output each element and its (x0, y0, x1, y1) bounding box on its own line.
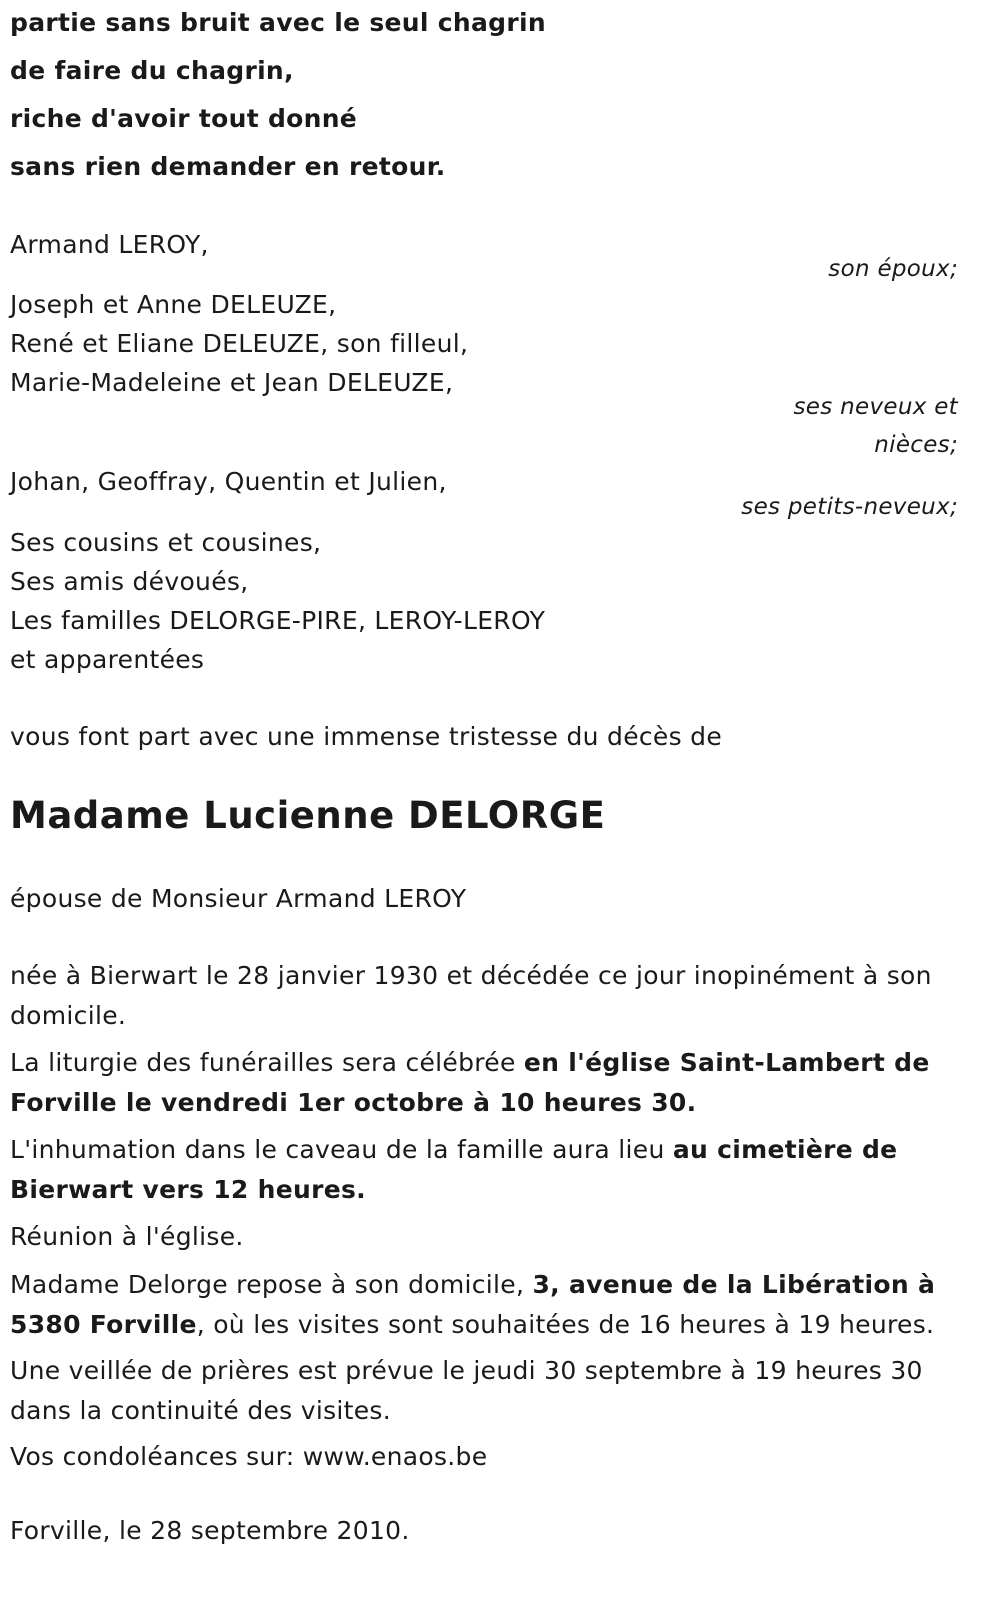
spouse-line: épouse de Monsieur Armand LEROY (10, 884, 467, 913)
rest-text-after: , où les visites sont souhaitées de 16 heures à 19 heures. (196, 1310, 935, 1339)
nephew-line-2: René et Eliane DELEUZE, son filleul, (10, 329, 469, 358)
burial-bold: au cimetière de Bierwart vers 12 heures. (10, 1135, 898, 1204)
grand-nephews-role: ses petits-neveux; (741, 494, 958, 520)
burial-text: L'inhumation dans le caveau de la famille aura lieu (10, 1135, 673, 1164)
liturgy-text: La liturgie des funérailles sera célébrée (10, 1048, 524, 1077)
poem-line-4: sans rien demander en retour. (10, 152, 446, 181)
deceased-name: Madame Lucienne DELORGE (10, 794, 606, 837)
announcement: vous font part avec une immense tristesse du décès de (10, 722, 723, 751)
others-line-2: Ses amis dévoués, (10, 567, 249, 596)
place-date: Forville, le 28 septembre 2010. (10, 1516, 410, 1545)
spouse-role: son époux; (828, 256, 958, 282)
vigil-paragraph: Une veillée de prières est prévue le jeudi 30 septembre à 19 heures 30 dans la continuité des visites. (10, 1356, 923, 1425)
nephew-line-1: Joseph et Anne DELEUZE, (10, 290, 337, 319)
poem-line-1: partie sans bruit avec le seul chagrin (10, 8, 546, 37)
birth-death-paragraph: née à Bierwart le 28 janvier 1930 et décédée ce jour inopinément à son domicile. (10, 961, 932, 1030)
condolences-line: Vos condoléances sur: www.enaos.be (10, 1442, 488, 1471)
liturgy-paragraph (10, 1043, 970, 1123)
poem-line-3: riche d'avoir tout donné (10, 104, 358, 133)
rest-paragraph (10, 1265, 970, 1345)
liturgy-bold: en l'église Saint-Lambert de Forville le vendredi 1er octobre à 10 heures 30. (10, 1048, 930, 1117)
burial-paragraph (10, 1130, 970, 1210)
rest-address: 3, avenue de la Libération à 5380 Forville (10, 1270, 936, 1339)
nephews-role-line-1: ses neveux et (793, 394, 958, 420)
others-line-4: et apparentées (10, 645, 205, 674)
spouse-name: Armand LEROY, (10, 230, 209, 259)
others-line-3: Les familles DELORGE-PIRE, LEROY-LEROY (10, 606, 546, 635)
reunion-paragraph: Réunion à l'église. (10, 1222, 244, 1251)
rest-text-before: Madame Delorge repose à son domicile, (10, 1270, 533, 1299)
nephews-role-line-2: nièces; (874, 432, 958, 458)
poem-line-2: de faire du chagrin, (10, 56, 294, 85)
grand-nephews: Johan, Geoffray, Quentin et Julien, (10, 467, 447, 496)
nephew-line-3: Marie-Madeleine et Jean DELEUZE, (10, 368, 454, 397)
others-line-1: Ses cousins et cousines, (10, 528, 322, 557)
